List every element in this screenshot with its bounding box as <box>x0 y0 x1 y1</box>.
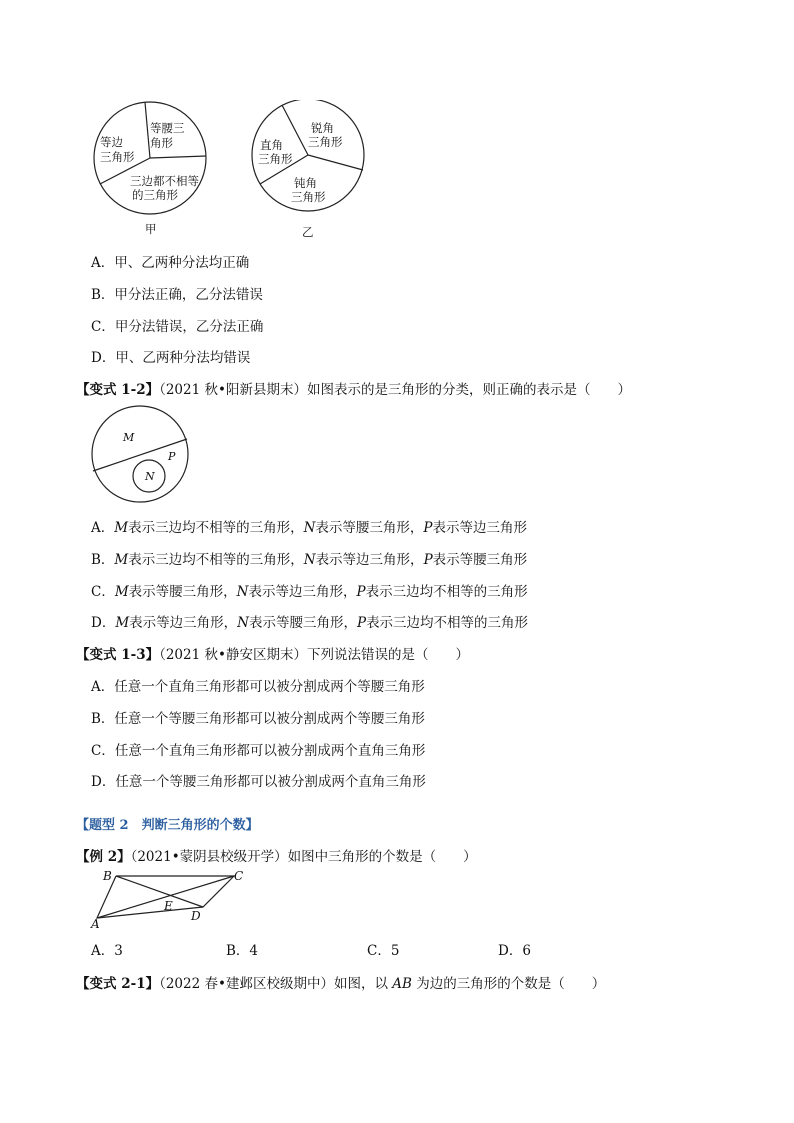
point-b: B <box>103 869 112 883</box>
option-letter: D． <box>91 615 116 631</box>
example-2 <box>76 845 477 865</box>
option-a[interactable] <box>91 516 527 536</box>
option-text: 表示等边三角形 <box>432 520 527 536</box>
var-n: N <box>236 584 249 600</box>
option-d[interactable]: D．任意一个等腰三角形都可以被分割成两个直角三角形 <box>91 774 426 790</box>
region-label: 直角 <box>260 138 283 152</box>
pie-figures <box>90 100 380 240</box>
option-text: 表示三边均不相等的三角形 <box>366 615 529 631</box>
question-stem: （2021 秋•阳新县期末）如图表示的是三角形的分类，则正确的表示是（ ） <box>159 382 631 398</box>
option-c[interactable]: C．甲分法错误，乙分法正确 <box>91 319 264 335</box>
option-b[interactable]: B．4 <box>226 943 259 959</box>
point-c: C <box>234 869 244 883</box>
triangle-figure <box>88 865 258 933</box>
var-p: P <box>356 584 366 600</box>
option-text: 表示三边均不相等的三角形， <box>128 520 304 536</box>
region-label: 三角形 <box>291 190 326 204</box>
option-text: 表示等边三角形， <box>315 552 424 568</box>
region-label: 锐角 <box>311 121 334 135</box>
option-b[interactable]: B．任意一个等腰三角形都可以被分割成两个等腰三角形 <box>91 711 425 727</box>
option-letter: B． <box>91 552 115 568</box>
option-b[interactable]: B．甲分法正确，乙分法错误 <box>91 287 263 303</box>
var-m: M <box>114 584 129 600</box>
option-d[interactable]: D．6 <box>498 943 531 959</box>
section-heading: 【题型 2 判断三角形的个数】 <box>76 818 259 833</box>
option-text: 表示等腰三角形， <box>128 584 237 600</box>
figure-jia <box>94 102 206 236</box>
classification-circle-figure <box>88 404 192 504</box>
option-a[interactable]: A．任意一个直角三角形都可以被分割成两个等腰三角形 <box>91 679 425 695</box>
option-a[interactable]: A．甲、乙两种分法均正确 <box>91 255 250 271</box>
question-2-1 <box>76 972 605 992</box>
label-n: N <box>145 470 155 483</box>
figure-yi <box>252 100 364 239</box>
region-label: 三角形 <box>100 150 135 164</box>
question-tag: 【变式 1-2】 <box>76 382 160 398</box>
var-ab: AB <box>392 976 412 992</box>
point-d: D <box>191 909 201 923</box>
var-m: M <box>114 520 129 536</box>
question-1-2 <box>76 378 631 398</box>
region-label: 的三角形 <box>132 188 178 202</box>
option-text: 表示等腰三角形 <box>432 552 528 568</box>
label-p: P <box>168 450 176 463</box>
region-label: 等腰三 <box>150 121 185 135</box>
option-text: 表示等腰三角形， <box>248 615 357 631</box>
option-d[interactable] <box>91 611 528 631</box>
option-c[interactable]: C．任意一个直角三角形都可以被分割成两个直角三角形 <box>91 743 426 759</box>
point-e: E <box>164 899 173 913</box>
question-1-3 <box>76 643 469 663</box>
question-tag: 【变式 1-3】 <box>76 647 160 663</box>
question-stem: （2021•蒙阴县校级开学）如图中三角形的个数是（ ） <box>130 849 477 865</box>
option-b[interactable] <box>91 548 527 568</box>
label-m: M <box>123 431 135 444</box>
point-a: A <box>91 917 100 931</box>
question-tag: 【变式 2-1】 <box>76 976 160 992</box>
var-n: N <box>303 520 316 536</box>
region-label: 钝角 <box>294 176 317 190</box>
option-c[interactable]: C．5 <box>367 943 400 959</box>
option-text: 表示等边三角形， <box>129 615 238 631</box>
question-tag: 【例 2】 <box>76 849 131 865</box>
option-text: 表示三边均不相等的三角形， <box>128 552 304 568</box>
region-label: 三角形 <box>258 152 293 166</box>
var-m: M <box>114 552 129 568</box>
var-n: N <box>237 615 249 631</box>
var-m: M <box>115 615 130 631</box>
option-letter: A． <box>91 520 115 536</box>
region-label: 三边都不相等 <box>130 174 199 188</box>
var-p: P <box>356 615 367 631</box>
region-label: 等边 <box>100 135 123 149</box>
option-letter: C． <box>91 584 115 600</box>
question-stem: （2022 春•建邺区校级期中）如图，以 <box>159 976 393 992</box>
figure-caption: 甲 <box>145 222 157 236</box>
question-stem: （2021 秋•静安区期末）下列说法错误的是（ ） <box>159 647 469 663</box>
option-c[interactable] <box>91 580 528 600</box>
option-text: 表示三边均不相等的三角形 <box>365 584 528 600</box>
region-label: 角形 <box>150 136 173 150</box>
var-p: P <box>423 520 433 536</box>
option-text: 表示等边三角形， <box>248 584 357 600</box>
option-a[interactable]: A．3 <box>91 943 123 959</box>
option-d[interactable]: D．甲、乙两种分法均错误 <box>91 350 251 366</box>
question-stem: 为边的三角形的个数是（ ） <box>411 976 606 992</box>
var-n: N <box>303 552 316 568</box>
var-p: P <box>423 552 433 568</box>
region-label: 三角形 <box>308 135 343 149</box>
figure-caption: 乙 <box>302 225 314 239</box>
option-text: 表示等腰三角形， <box>315 520 424 536</box>
